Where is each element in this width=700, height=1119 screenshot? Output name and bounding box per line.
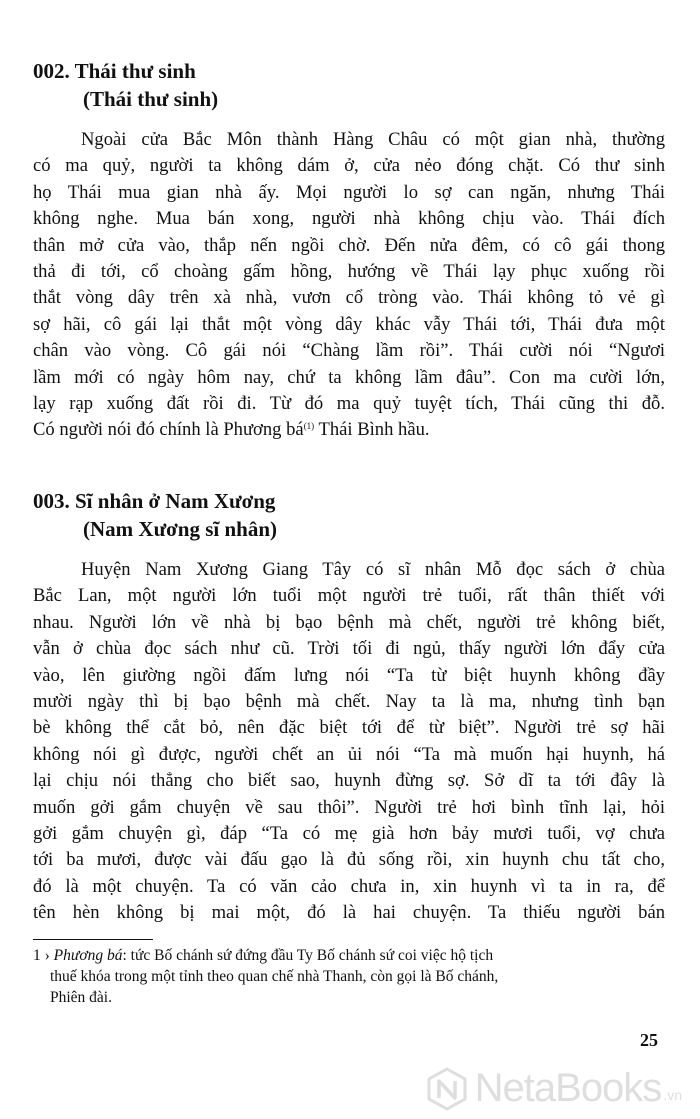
netabooks-logo-icon [425, 1067, 469, 1111]
story-title: 002. Thái thư sinh [33, 59, 196, 83]
story-003 [33, 487, 665, 926]
footnote-line: thuế khóa trong một tỉnh theo quan chế nhà Thanh, còn gọi là Bố chánh, [50, 968, 499, 985]
text-line: vẫn ở chùa đọc sách như cũ. Trời tối đi ngủ, thấy người lớn đẩy cửa [33, 638, 665, 660]
text-line: mười ngày thì bị bạo bệnh mà chết. Nay ta là ma, nhưng tình bạn [33, 690, 665, 712]
story-body [33, 127, 665, 444]
text-line: lầm mới có ngày hôm nay, chứ ta không lầm đâu”. Con ma cười lớn, [33, 366, 665, 388]
text-line: bè không thể cắt bỏ, nên đặc biệt tới để từ biệt”. Người trẻ sợ hãi [33, 717, 665, 739]
text-line: tên hèn không bị mai một, đó là hai chuyện. Ta thiếu người bán [33, 902, 665, 924]
story-body [33, 557, 665, 926]
footnote-term: Phương bá [53, 947, 123, 964]
watermark-text: NetaBooks [474, 1066, 662, 1110]
story-title: 003. Sĩ nhân ở Nam Xương [33, 489, 276, 513]
text-line: gởi gắm chuyện gì, đáp “Ta có mẹ già hơn bảy mươi tuổi, vợ chưa [33, 822, 665, 844]
text-line: Ngoài cửa Bắc Môn thành Hàng Châu có một gian nhà, thường [81, 129, 665, 150]
text-line: không nói gì được, người chết an ủi nói “Ta mà muốn hại huynh, há [33, 743, 665, 765]
footnote-line: Phiên đài. [50, 989, 112, 1006]
footnote-line [33, 945, 665, 966]
text-line: không nghe. Mua bán xong, người nhà không chịu vào. Thái đích [33, 208, 665, 230]
text-line: nhau. Người lớn về nhà bị bạo bệnh mà chết, người trẻ không biết, [33, 611, 665, 633]
story-002 [33, 57, 665, 444]
text-line: sợ hãi, cô gái lại thắt một vòng dây khác vẫy Thái tới, Thái đưa một [33, 313, 665, 335]
story-subtitle: (Thái thư sinh) [83, 87, 219, 111]
footnote-divider [33, 939, 153, 940]
text-line: có ma quỷ, người ta không dám ở, cửa nẻo đóng chặt. Có thư sinh [33, 155, 665, 177]
page-number: 25 [640, 1030, 658, 1050]
text-line: thân mở cửa vào, thắp nến ngồi chờ. Đến nửa đêm, có cô gái thong [33, 234, 665, 256]
story-subtitle: (Nam Xương sĩ nhân) [83, 517, 278, 541]
text-line: Huyện Nam Xương Giang Tây có sĩ nhân Mỗ đọc sách ở chùa [81, 559, 665, 580]
text-line [33, 417, 665, 443]
watermark-suffix: .vn [663, 1087, 682, 1103]
text-fragment: Có người nói đó chính là Phương bá [33, 419, 304, 441]
text-line: vào, lên giường ngồi đấm lưng nói “Ta từ biệt huynh không đầy [33, 664, 665, 686]
footnote-reference[interactable]: (1) [303, 421, 315, 432]
text-line: chân vào vòng. Cô gái nói “Chàng lầm rồi”. Thái cười nói “Ngươi [33, 340, 665, 362]
text-line: thả đi tới, cổ choàng gấm hồng, hướng về Thái lạy phục xuống rồi [33, 260, 665, 282]
text-line: tới ba mươi, được vài đấu gạo là đủ sống rồi, xin huynh chu tất cho, [33, 849, 665, 871]
footnote-number: 1 [33, 947, 41, 964]
text-line: họ Thái mua gian nhà ấy. Mọi người lo sợ can ngăn, nhưng Thái [33, 181, 665, 203]
footnote-text: : tức Bố chánh sứ đứng đầu Ty Bố chánh sứ coi việc hộ tịch [122, 947, 494, 964]
footnote-marker-icon: › [40, 947, 54, 964]
text-line: lạy rạp xuống đất rồi đi. Từ đó ma quỷ tuyệt tích, Thái cũng thi đỗ. [33, 392, 665, 414]
text-fragment: Thái Bình hầu. [314, 419, 430, 441]
text-line: thắt vòng dây trên xà nhà, vươn cổ tròng vào. Thái không tỏ vẻ gì [33, 287, 665, 309]
text-line: Bắc Lan, một người lớn tuổi một người trẻ tuổi, rất thân thiết với [33, 585, 665, 607]
text-line: lại chịu nói thẳng cho biết sao, huynh đừng sợ. Sở dĩ ta tới đây là [33, 770, 665, 792]
text-line: muốn gởi gắm chuyện về sau thôi”. Người trẻ hơi bình tĩnh lại, hỏi [33, 796, 665, 818]
text-line: đó là một chuyện. Ta có văn cảo chưa in, xin huynh vì ta in ra, để [33, 875, 665, 897]
footnote [33, 945, 665, 1008]
watermark [425, 1066, 682, 1111]
